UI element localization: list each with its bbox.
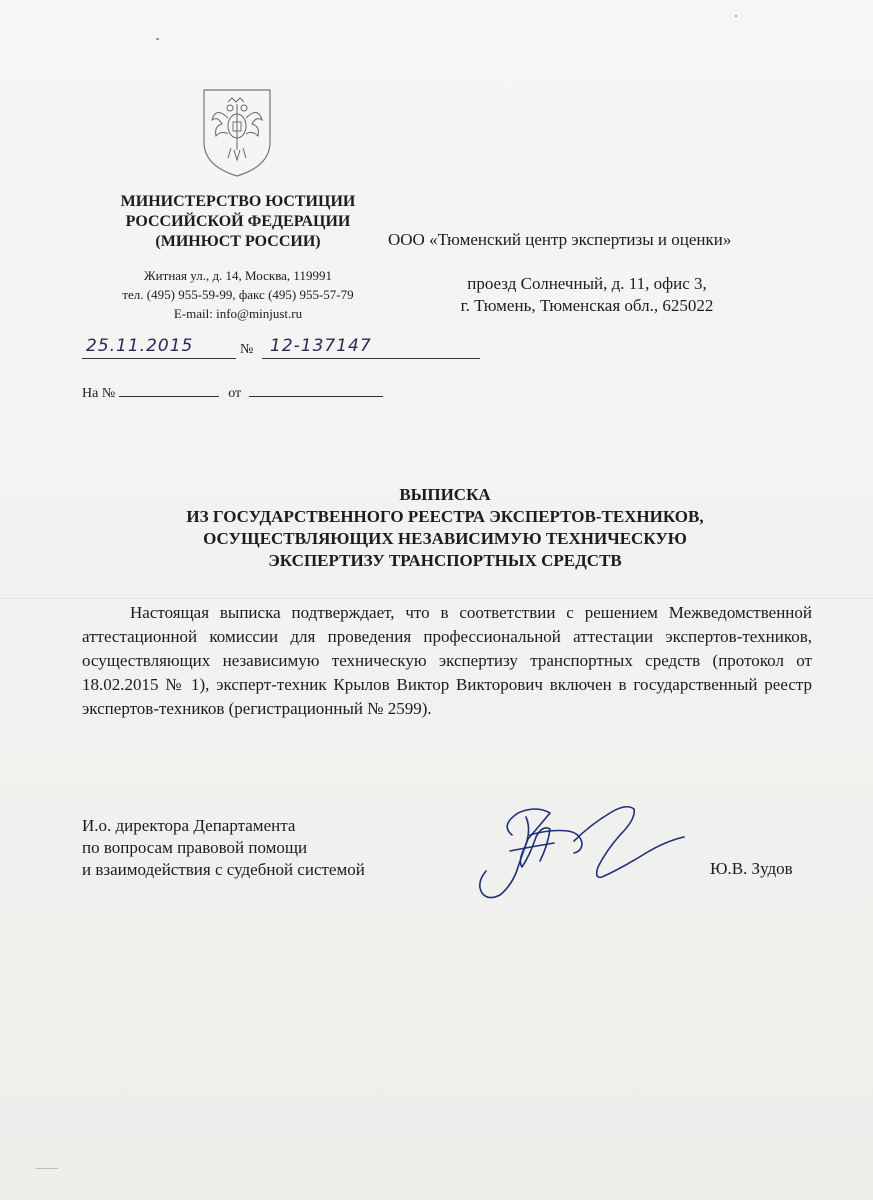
signatory-name: Ю.В. Зудов [710, 859, 793, 878]
recipient-org: ООО «Тюменский центр экспертизы и оценки» [388, 230, 732, 249]
reference-number-blank [119, 384, 219, 397]
registration-line [82, 336, 402, 366]
ministry-address [86, 266, 390, 323]
signatory-title-line-1: И.о. директора Департамента [82, 816, 296, 835]
ministry-street: Житная ул., д. 14, Москва, 119991 [144, 268, 332, 283]
registration-number: 12-137147 [262, 336, 480, 359]
paper-speck [156, 38, 159, 40]
signatory-title-line-2: по вопросам правовой помощи [82, 838, 308, 857]
ministry-line-2: РОССИЙСКОЙ ФЕДЕРАЦИИ [125, 213, 351, 230]
ministry-phone: тел. (495) 955-59-99, факс (495) 955-57-79 [122, 287, 354, 302]
reference-number-label: На № [82, 386, 116, 401]
body-paragraph: Настоящая выписка подтверждает, что в соответствии с решением Межведомственной аттестационной комиссии для проведения профессиональной аттестации экспертов-техников, осуществляющих независимую техническую экспертизу транспортных средств (протокол от 18.02.2015 № 1), эксперт-техник Крылов Виктор Викторович включен в государственный реестр экспертов-техников (регистрационный № 2599). [82, 603, 812, 718]
ministry-line-1: МИНИСТЕРСТВО ЮСТИЦИИ [120, 193, 356, 210]
document-title [120, 484, 770, 572]
fold-crease [0, 598, 873, 599]
recipient-block [388, 229, 808, 317]
russian-coat-of-arms-icon [198, 86, 276, 178]
title-line-1: ВЫПИСКА [399, 485, 491, 504]
title-line-3: ОСУЩЕСТВЛЯЮЩИХ НЕЗАВИСИМУЮ ТЕХНИЧЕСКУЮ [203, 529, 687, 548]
paper-mark [36, 1168, 58, 1169]
recipient-address [422, 273, 752, 317]
registration-date: 25.11.2015 [82, 336, 236, 359]
reference-date-label: от [228, 386, 242, 401]
ministry-line-3: (МИНЮСТ РОССИИ) [155, 233, 321, 250]
signatory-title [82, 815, 365, 881]
reference-date-blank [249, 384, 383, 397]
recipient-address-line-2: г. Тюмень, Тюменская обл., 625022 [460, 296, 714, 315]
paper-speck [735, 15, 737, 17]
title-line-2: ИЗ ГОСУДАРСТВЕННОГО РЕЕСТРА ЭКСПЕРТОВ-ТЕХНИКОВ, [186, 507, 704, 526]
recipient-address-line-1: проезд Солнечный, д. 11, офис 3, [467, 274, 707, 293]
registration-number-label: № [240, 342, 254, 357]
reference-line [82, 384, 383, 402]
signatory-title-line-3: и взаимодействия с судебной системой [82, 860, 365, 879]
handwritten-signature [470, 795, 690, 905]
title-line-4: ЭКСПЕРТИЗУ ТРАНСПОРТНЫХ СРЕДСТВ [268, 551, 622, 570]
ministry-email: E-mail: info@minjust.ru [173, 306, 303, 321]
ministry-header [86, 192, 390, 252]
